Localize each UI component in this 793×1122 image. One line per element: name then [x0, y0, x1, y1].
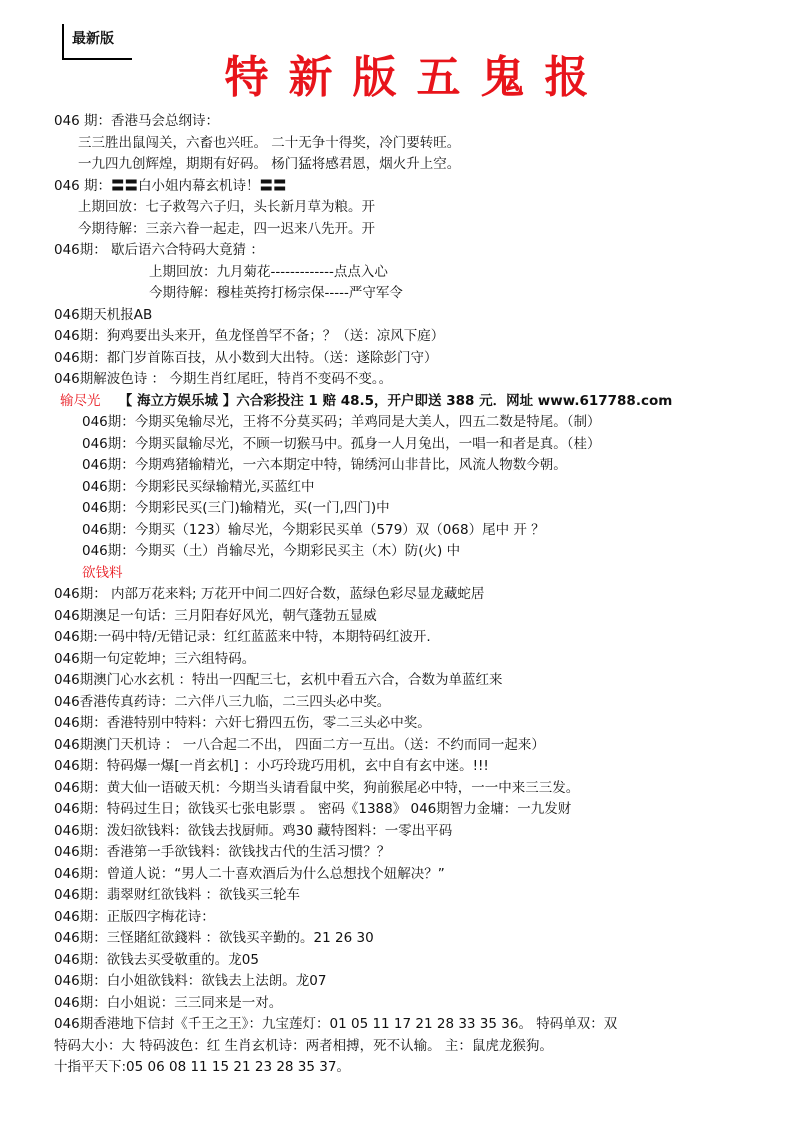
text-line: 046期香港地下信封《千王之王》：九宝莲灯：01 05 11 17 21 28 33 35 36。 特码单双：双	[54, 1016, 618, 1032]
text-line: 一九四九创辉煌，期期有好码。 杨门猛将感君恩，烟火升上空。	[78, 156, 461, 172]
page-title: 特新版五鬼报	[224, 52, 609, 103]
text-line: 046期:一码中特/无错记录：红红蓝蓝来中特，本期特码红波开.	[54, 629, 431, 645]
text-line: 046期： 歇后语六合特码大竟猜 ：	[54, 242, 264, 258]
promo-line	[54, 391, 784, 413]
promo-text: 【 海立方娱乐城 】六合彩投注 1 赔 48.5，开户即送 388 元．网址 www.617788.com	[118, 392, 673, 409]
document-body	[54, 111, 784, 1079]
section-label-line	[54, 563, 784, 585]
text-line: 三三胜出鼠闯关，六畜也兴旺。 二十无争十得奖，冷门要转旺。	[78, 134, 461, 151]
text-line: 046期：曾道人说：“男人二十喜欢酒后为什么总想找个妞解决？”	[54, 865, 445, 882]
text-line: 上期回放：七子救驾六子归，头长新月草为粮。开	[78, 199, 375, 215]
text-line: 046香港传真药诗：二六伴八三九临，二三四头必中奖。	[54, 693, 391, 710]
text-line: 046期一句定乾坤；三六组特码。	[54, 650, 256, 667]
text-line: 046 期：〓〓白小姐内幕玄机诗！〓〓	[54, 177, 287, 194]
text-line: 046期：都门岁首陈百技，从小数到大出特。（送：遂除彭门守）	[54, 349, 438, 366]
text-line: 046期：白小姐说：三三同来是一对。	[54, 994, 283, 1011]
text-line: 046期：三怪賭紅欲錢料 ：欲钱买辛勤的。21 26 30	[54, 930, 374, 946]
text-line: 046期：正版四字梅花诗：	[54, 908, 215, 925]
text-line: 046期：今期买（土）肖输尽光，今期彩民买主（木）防(火) 中	[82, 543, 461, 559]
text-line: 今期待解：三亲六眷一起走，四一迟来八先开。开	[78, 220, 375, 237]
text-line: 上期回放：九月菊花-------------点点入心	[149, 263, 388, 280]
section-label: 欲钱料	[82, 564, 123, 581]
text-line: 046期：今期买（123）输尽光，今期彩民买单（579）双（068）尾中 开 ？	[82, 521, 545, 538]
money-section	[54, 584, 784, 1079]
text-line: 046期：今期彩民买绿输精光,买蓝红中	[82, 478, 315, 495]
text-line: 046期：欲钱去买受敬重的。龙05	[54, 951, 259, 968]
text-line: 046期：特码过生日；欲钱买七张电影票 。 密码《1388》 046期智力金墉：一九发财	[54, 801, 572, 817]
text-line: 046 期：香港马会总纲诗：	[54, 113, 220, 129]
text-line: 046期：狗鸡要出头来开，鱼龙怪兽罕不备；？（送：凉风下庭）	[54, 328, 445, 344]
text-line: 特码大小：大 特码波色：红 生肖玄机诗：两者相搏，死不认输。 主：鼠虎龙猴狗。	[54, 1037, 553, 1054]
text-line: 十指平天下:05 06 08 11 15 21 23 28 35 37。	[54, 1059, 350, 1075]
text-line: 046期：白小姐欲钱料：欲钱去上法朗。龙07	[54, 973, 327, 989]
text-line: 046期： 内部万花来料; 万花开中间二四好合数，蓝绿色彩尽显龙藏蛇居	[54, 586, 485, 602]
text-line: 046期天机报AB	[54, 306, 153, 323]
text-line: 046期：泼妇欲钱料：欲钱去找厨师。鸡30 藏特图料：一零出平码	[54, 822, 453, 839]
text-line: 046期：今期买兔输尽光，王将不分莫买码；羊鸡同是大美人，四五二数是特尾。（制）	[82, 414, 601, 430]
text-line: 046期：翡翠财红欲钱料 ：欲钱买三轮车	[54, 887, 301, 903]
lose-section	[54, 412, 784, 563]
text-line: 046期澳门天机诗 ： 一八合起二不出， 四面二方一互出。（送：不约而同一起来）	[54, 736, 545, 753]
promo-label: 输尽光	[60, 392, 101, 409]
edition-badge-label: 最新版	[72, 31, 114, 47]
text-line: 046期：今期彩民买(三门)输精光，买(一门,四门)中	[82, 500, 390, 516]
text-line: 046期澳足一句话：三月阳春好风光，朝气蓬勃五显威	[54, 607, 377, 624]
text-line: 046期：黄大仙一语破天机：今期当头请看鼠中奖，狗前猴尾必中特，一一中来三三发。	[54, 779, 580, 796]
text-line: 046期：香港第一手欲钱料：欲钱找古代的生活习惯？？	[54, 844, 391, 860]
text-line: 046期：今期鸡猪输精光，一六本期定中特，锦绣河山非昔比，风流人物数今朝。	[82, 457, 567, 473]
text-line: 046期解波色诗 ： 今期生肖红尾旺，特肖不变码不变。。	[54, 371, 393, 387]
text-line: 046期：今期买鼠输尽光，不顾一切猴马中。孤身一人月兔出，一唱一和者是真。（桂）	[82, 435, 601, 452]
text-line: 今期待解：穆桂英挎打杨宗保-----严守军令	[149, 285, 403, 301]
poem-section	[54, 111, 784, 391]
text-line: 046期：特码爆一爆[一肖玄机] ：小巧玲珑巧用机，玄中自有玄中迷。!!!	[54, 758, 489, 774]
text-line: 046期澳门心水玄机 ：特出一四配三七，玄机中看五六合，合数为单蓝红来	[54, 672, 503, 688]
text-line: 046期：香港特别中特料：六奸七猾四五伤，零二三头必中奖。	[54, 715, 431, 731]
